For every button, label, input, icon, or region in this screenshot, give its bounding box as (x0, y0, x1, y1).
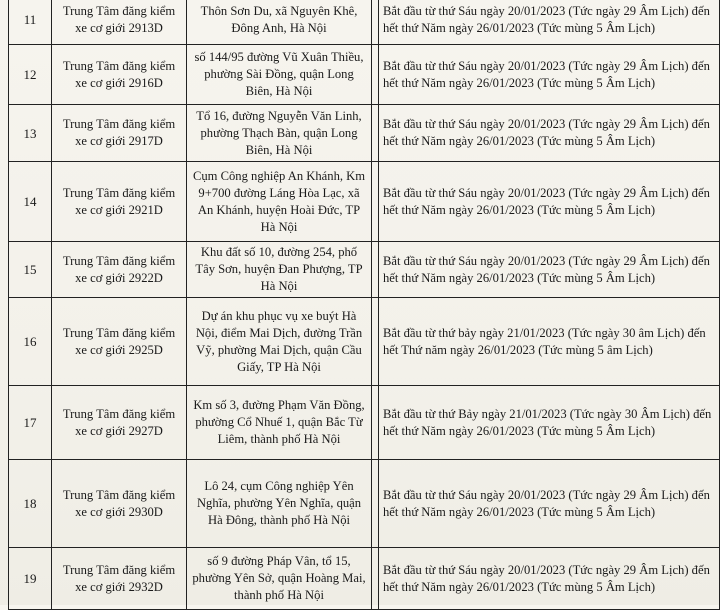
inspection-centers-table (8, 0, 720, 610)
center-name-cell (52, 242, 187, 298)
table-row (9, 548, 720, 610)
address-cell (187, 242, 372, 298)
center-name: Trung Tâm đăng kiểm xe cơ giới 2925D (62, 325, 176, 357)
row-number-cell (9, 0, 52, 45)
schedule-cell (379, 0, 720, 45)
row-number: 13 (23, 125, 37, 141)
center-name: Trung Tâm đăng kiểm xe cơ giới 2916D (62, 58, 176, 90)
address-cell (187, 162, 372, 242)
address-cell (187, 45, 372, 105)
address-cell (187, 460, 372, 548)
row-number-cell (9, 162, 52, 242)
center-name-cell (52, 162, 187, 242)
divider-cell (372, 298, 379, 386)
schedule-cell (379, 386, 720, 460)
schedule-text: Bắt đầu từ thứ Sáu ngày 20/01/2023 (Tức ngày 29 Âm Lịch) đến hết thứ Năm ngày 26/01/2023 (Tức mùng 5 Âm Lịch) (383, 3, 710, 35)
table-row (9, 45, 720, 105)
center-address: Tổ 16, đường Nguyễn Văn Linh, phường Thạch Bàn, quận Long Biên, Hà Nội (196, 108, 362, 157)
row-number-cell (9, 298, 52, 386)
divider-cell (372, 548, 379, 610)
row-number: 14 (23, 194, 37, 209)
address-cell (187, 105, 372, 162)
center-name: Trung Tâm đăng kiểm xe cơ giới 2922D (62, 253, 176, 285)
table-body (9, 0, 720, 610)
schedule-text: Bắt đầu từ thứ Sáu ngày 20/01/2023 (Tức ngày 29 Âm Lịch) đến hết thứ Năm ngày 26/01/2023 (Tức mùng 5 Âm Lịch) (383, 117, 710, 148)
center-name-cell (52, 548, 187, 610)
center-name-cell (52, 460, 187, 548)
table-row (9, 386, 720, 460)
table-row (9, 460, 720, 548)
schedule-cell (379, 162, 720, 242)
row-number-cell (9, 460, 52, 548)
table-row (9, 162, 720, 242)
center-name: Trung Tâm đăng kiểm xe cơ giới 2913D (62, 3, 176, 35)
table-row (9, 105, 720, 162)
schedule-text: Bắt đầu từ thứ Sáu ngày 20/01/2023 (Tức ngày 29 Âm Lịch) đến hết thứ Năm ngày 26/01/2023 (Tức mùng 5 Âm Lịch) (383, 487, 710, 519)
schedule-cell (379, 105, 720, 162)
center-address: Km số 3, đường Phạm Văn Đồng, phường Cổ Nhuế 1, quận Bắc Từ Liêm, thành phố Hà Nội (193, 398, 365, 446)
table-row (9, 298, 720, 386)
row-number: 11 (23, 12, 37, 27)
divider-cell (372, 0, 379, 45)
schedule-cell (379, 548, 720, 610)
center-address: Dự án khu phục vụ xe buýt Hà Nội, điểm Mai Dịch, đường Trần Vỹ, phường Mai Dịch, quận Cầu Giấy, TP Hà Nội (195, 308, 363, 374)
address-cell (187, 386, 372, 460)
row-number-cell (9, 548, 52, 610)
center-address: số 144/95 đường Vũ Xuân Thiều, phường Sài Đồng, quận Long Biên, Hà Nội (194, 50, 364, 98)
center-address: Khu đất số 10, đường 254, phố Tây Sơn, huyện Đan Phượng, TP Hà Nội (195, 245, 363, 293)
row-number: 12 (23, 67, 37, 82)
center-address: Cụm Công nghiệp An Khánh, Km 9+700 đường Láng Hòa Lạc, xã An Khánh, huyện Hoài Đức, TP Hà Nội (192, 168, 366, 234)
row-number-cell (9, 45, 52, 105)
schedule-cell (379, 460, 720, 548)
divider-cell (372, 242, 379, 298)
schedule-cell (379, 45, 720, 105)
schedule-text: Bắt đầu từ thứ Bảy ngày 21/01/2023 (Tức ngày 30 Âm Lịch) đến hết thứ Năm ngày 26/01/2023 (Tức mùng 5 Âm Lịch) (383, 406, 712, 438)
center-name: Trung Tâm đăng kiểm xe cơ giới 2932D (62, 562, 176, 594)
table-row (9, 0, 720, 45)
row-number-cell (9, 242, 52, 298)
schedule-text: Bắt đầu từ thứ Sáu ngày 20/01/2023 (Tức ngày 29 Âm Lịch) đến hết thứ Năm ngày 26/01/2023 (Tức mùng 5 Âm Lịch) (383, 185, 710, 217)
center-name-cell (52, 386, 187, 460)
address-cell (187, 0, 372, 45)
row-number: 18 (23, 496, 37, 511)
table-row (9, 242, 720, 298)
schedule-text: Bắt đầu từ thứ Sáu ngày 20/01/2023 (Tức ngày 29 Âm Lịch) đến hết thứ Năm ngày 26/01/2023 (Tức mùng 5 Âm Lịch) (383, 58, 710, 90)
center-name: Trung Tâm đăng kiểm xe cơ giới 2917D (62, 117, 176, 148)
address-cell (187, 548, 372, 610)
schedule-text: Bắt đầu từ thứ Sáu ngày 20/01/2023 (Tức ngày 29 Âm Lịch) đến hết thứ Năm ngày 26/01/2023 (Tức mùng 5 Âm Lịch) (383, 562, 710, 594)
center-name-cell (52, 105, 187, 162)
divider-cell (372, 386, 379, 460)
row-number-cell (9, 386, 52, 460)
row-number: 17 (23, 415, 37, 430)
divider-cell (372, 105, 379, 162)
center-name-cell (52, 45, 187, 105)
divider-cell (372, 460, 379, 548)
schedule-cell (379, 298, 720, 386)
row-number-cell (9, 105, 52, 162)
center-address: Lô 24, cụm Công nghiệp Yên Nghĩa, phường Yên Nghĩa, quận Hà Đông, thành phố Hà Nội (196, 479, 362, 527)
center-address: Thôn Sơn Du, xã Nguyên Khê, Đông Anh, Hà Nội (200, 3, 358, 35)
row-number: 19 (23, 571, 37, 586)
schedule-text: Bắt đầu từ thứ Sáu ngày 20/01/2023 (Tức ngày 29 Âm Lịch) đến hết thứ Năm ngày 26/01/2023 (Tức mùng 5 Âm Lịch) (383, 253, 710, 285)
center-name-cell (52, 298, 187, 386)
row-number: 15 (23, 262, 37, 277)
center-address: số 9 đường Pháp Vân, tổ 15, phường Yên Sở, quận Hoàng Mai, thành phố Hà Nội (192, 554, 366, 602)
center-name: Trung Tâm đăng kiểm xe cơ giới 2930D (62, 487, 176, 519)
schedule-cell (379, 242, 720, 298)
center-name: Trung Tâm đăng kiểm xe cơ giới 2921D (62, 185, 176, 217)
row-number: 16 (23, 334, 37, 349)
center-name: Trung Tâm đăng kiểm xe cơ giới 2927D (62, 406, 176, 438)
schedule-text: Bắt đầu từ thứ bảy ngày 21/01/2023 (Tức ngày 30 âm Lịch) đến hết Thứ năm ngày 26/01/2023 (Tức mùng 5 âm Lịch) (383, 325, 706, 357)
divider-cell (372, 45, 379, 105)
divider-cell (372, 162, 379, 242)
center-name-cell (52, 0, 187, 45)
address-cell (187, 298, 372, 386)
